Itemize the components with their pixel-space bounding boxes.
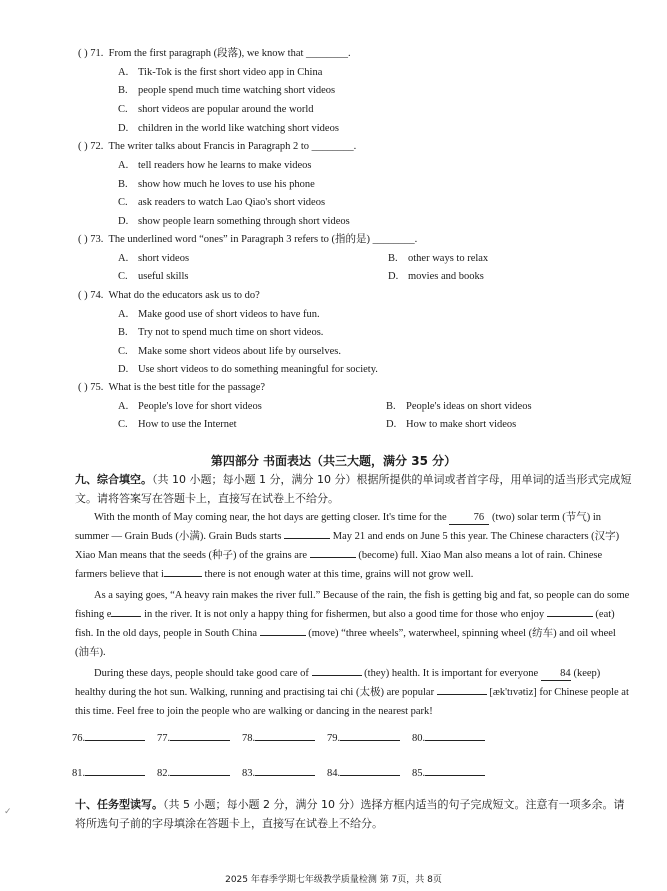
blank-82 bbox=[260, 635, 306, 636]
section-nine-heading bbox=[75, 470, 635, 508]
option-74-b bbox=[118, 326, 323, 340]
option-letter: D. bbox=[118, 123, 129, 134]
passage-text: [æk'tɪvətiz] for Chinese people at this time. Feel free to join the people who are walking or dancing in the nearest park! bbox=[75, 687, 629, 717]
blank-81 bbox=[547, 616, 593, 617]
option-72-d bbox=[118, 215, 350, 229]
option-letter: B. bbox=[386, 401, 396, 412]
answer-line bbox=[425, 730, 485, 741]
question-number: ( ) 75. bbox=[78, 382, 104, 393]
option-75-d bbox=[386, 418, 516, 432]
option-text: How to make short videos bbox=[406, 419, 517, 430]
option-71-b bbox=[118, 84, 335, 98]
question-number: ( ) 74. bbox=[78, 290, 104, 301]
answer-number: 82. bbox=[157, 768, 171, 779]
option-text: other ways to relax bbox=[408, 253, 489, 264]
option-text: Tik-Tok is the first short video app in China bbox=[138, 67, 323, 78]
option-letter: D. bbox=[118, 216, 129, 227]
option-74-a bbox=[118, 308, 320, 322]
answer-number: 81. bbox=[72, 768, 86, 779]
option-letter: C. bbox=[118, 346, 128, 357]
question-71 bbox=[78, 47, 351, 61]
answer-number: 79. bbox=[327, 733, 341, 744]
answer-78 bbox=[242, 730, 327, 744]
option-72-b bbox=[118, 178, 315, 192]
option-71-a bbox=[118, 66, 322, 80]
blank-77 bbox=[284, 538, 330, 539]
option-letter: D. bbox=[386, 419, 397, 430]
answer-84 bbox=[327, 765, 412, 779]
answer-number: 84. bbox=[327, 768, 341, 779]
passage-text: (keep) healthy during the hot sun. Walking, running and practising tai chi (太极) are popular bbox=[75, 668, 601, 698]
option-text: show how much he loves to use his phone bbox=[138, 179, 315, 190]
option-text: people spend much time watching short videos bbox=[138, 85, 336, 96]
answer-number: 76. bbox=[72, 733, 86, 744]
option-73-c bbox=[118, 270, 188, 284]
answer-line bbox=[255, 730, 315, 741]
answer-line bbox=[425, 765, 485, 776]
option-letter: C. bbox=[118, 104, 128, 115]
blank-79 bbox=[164, 576, 202, 577]
question-stem: What is the best title for the passage? bbox=[108, 382, 266, 393]
option-letter: A. bbox=[118, 253, 129, 264]
passage-text: With the month of May coming near, the hot days are getting closer. It's time for the bbox=[94, 512, 450, 523]
option-text: children in the world like watching short videos bbox=[138, 123, 339, 134]
blank-83 bbox=[312, 675, 362, 676]
question-number: ( ) 73. bbox=[78, 234, 104, 245]
answer-line bbox=[170, 765, 230, 776]
answer-number: 85. bbox=[412, 768, 426, 779]
option-letter: C. bbox=[118, 271, 128, 282]
option-text: show people learn something through short videos bbox=[138, 216, 350, 227]
passage-text: As a saying goes, “A heavy rain makes the river full.” Because of the rain, the fish is getting big and fat, so people can do some fishing e bbox=[75, 590, 630, 620]
section-ten-label: 十、任务型读写。 bbox=[75, 798, 163, 811]
answer-line bbox=[85, 730, 145, 741]
blank-76-filled: 76 bbox=[449, 512, 489, 525]
answer-76 bbox=[72, 730, 157, 744]
option-letter: B. bbox=[118, 179, 128, 190]
option-letter: C. bbox=[118, 197, 128, 208]
option-letter: A. bbox=[118, 401, 129, 412]
answer-number: 78. bbox=[242, 733, 256, 744]
option-73-a bbox=[118, 252, 189, 266]
option-73-b bbox=[388, 252, 488, 266]
passage-text: in the river. It is not only a happy thing for fishermen, but also a good time for those who enjoy bbox=[141, 609, 547, 620]
option-71-d bbox=[118, 122, 339, 136]
option-text: Make good use of short videos to have fun. bbox=[138, 309, 320, 320]
passage-paragraph-1 bbox=[75, 508, 630, 584]
option-74-d bbox=[118, 363, 378, 377]
section-ten-heading bbox=[75, 795, 635, 833]
section-nine-label: 九、综合填空。 bbox=[75, 473, 152, 486]
question-75 bbox=[78, 381, 265, 395]
answer-81 bbox=[72, 765, 157, 779]
option-text: How to use the Internet bbox=[138, 419, 237, 430]
option-text: useful skills bbox=[138, 271, 189, 282]
answer-82 bbox=[157, 765, 242, 779]
section-ten-instructions: （共 5 小题；每小题 2 分，满分 10 分）选择方框内适当的句子完成短文。注意有一项多余。请将所选句子前的字母填涂在答题卡上，直接写在试卷上不给分。 bbox=[75, 798, 625, 830]
cloze-passage bbox=[75, 508, 630, 721]
option-letter: B. bbox=[388, 253, 398, 264]
option-letter: D. bbox=[118, 364, 129, 375]
answer-line bbox=[85, 765, 145, 776]
page-footer: 2025 年春季学期七年级教学质量检测 第 7页，共 8页 bbox=[225, 875, 442, 885]
question-number: ( ) 72. bbox=[78, 141, 104, 152]
passage-paragraph-2 bbox=[75, 586, 630, 662]
option-72-a bbox=[118, 159, 311, 173]
passage-text: (become) full. Xiao Man also means a lot of rain. Chinese farmers believe that i bbox=[75, 550, 603, 580]
question-74 bbox=[78, 289, 260, 303]
option-letter: B. bbox=[118, 85, 128, 96]
option-letter: A. bbox=[118, 67, 129, 78]
option-text: short videos bbox=[138, 253, 190, 264]
option-text: Use short videos to do something meaningful for society. bbox=[138, 364, 378, 375]
question-stem: From the first paragraph (段落), we know that ________. bbox=[108, 48, 351, 59]
blank-85 bbox=[437, 694, 487, 695]
option-letter: D. bbox=[388, 271, 399, 282]
passage-text: During these days, people should take good care of bbox=[94, 668, 312, 679]
passage-text: (eat) fish. In the old days, people in South China bbox=[75, 609, 615, 639]
answer-number: 80. bbox=[412, 733, 426, 744]
question-stem: What do the educators ask us to do? bbox=[108, 290, 260, 301]
option-75-b bbox=[386, 400, 532, 414]
answer-line bbox=[255, 765, 315, 776]
blank-80 bbox=[111, 616, 141, 617]
question-73 bbox=[78, 233, 417, 247]
passage-text: (they) health. It is important for everyone bbox=[361, 668, 541, 679]
question-72 bbox=[78, 140, 356, 154]
question-stem: The underlined word “ones” in Paragraph 3 refers to (指的是) ________. bbox=[108, 234, 418, 245]
answer-83 bbox=[242, 765, 327, 779]
margin-mark: ✓ bbox=[4, 806, 12, 816]
option-letter: A. bbox=[118, 309, 129, 320]
option-75-c bbox=[118, 418, 237, 432]
option-text: People's love for short videos bbox=[138, 401, 262, 412]
option-text: short videos are popular around the world bbox=[138, 104, 314, 115]
question-stem: The writer talks about Francis in Paragraph 2 to ________. bbox=[108, 141, 357, 152]
answer-80 bbox=[412, 730, 497, 744]
answer-number: 77. bbox=[157, 733, 171, 744]
passage-paragraph-3 bbox=[75, 664, 630, 721]
option-text: movies and books bbox=[408, 271, 484, 282]
blank-84-filled: 84 bbox=[541, 668, 571, 681]
option-75-a bbox=[118, 400, 262, 414]
option-text: Try not to spend much time on short videos. bbox=[138, 327, 324, 338]
part-four-title: 第四部分 书面表达（共三大题，满分 35 分） bbox=[210, 454, 457, 468]
answer-number: 83. bbox=[242, 768, 256, 779]
option-letter: A. bbox=[118, 160, 129, 171]
answer-row-2 bbox=[72, 765, 497, 779]
section-nine-instructions: （共 10 小题；每小题 1 分，满分 10 分）根据所提供的单词或者首字母，用单词的适当形式完成短文。请将答案写在答题卡上，直接写在试卷上不给分。 bbox=[75, 473, 632, 505]
passage-text: (two) solar term (节气) in summer — Grain Buds (小满). Grain Buds starts bbox=[75, 512, 602, 542]
answer-line bbox=[170, 730, 230, 741]
answer-row-1 bbox=[72, 730, 497, 744]
answer-77 bbox=[157, 730, 242, 744]
question-number: ( ) 71. bbox=[78, 48, 104, 59]
option-73-d bbox=[388, 270, 484, 284]
option-letter: C. bbox=[118, 419, 128, 430]
option-71-c bbox=[118, 103, 314, 117]
blank-78 bbox=[310, 557, 356, 558]
answer-line bbox=[340, 765, 400, 776]
option-text: People's ideas on short videos bbox=[406, 401, 532, 412]
option-text: Make some short videos about life by ourselves. bbox=[138, 346, 341, 357]
answer-85 bbox=[412, 765, 497, 779]
passage-text: May 21 and ends on June 5 this year. The Chinese characters (汉字) Xiao Man means that the seeds (种子) of the grains are bbox=[75, 531, 620, 561]
answer-line bbox=[340, 730, 400, 741]
option-text: tell readers how he learns to make videos bbox=[138, 160, 312, 171]
option-letter: B. bbox=[118, 327, 128, 338]
answer-79 bbox=[327, 730, 412, 744]
passage-text: there is not enough water at this time, grains will not grow well. bbox=[201, 569, 474, 580]
option-72-c bbox=[118, 196, 325, 210]
passage-text: (move) “three wheels”, waterwheel, spinning wheel (纺车) and oil wheel (油车). bbox=[75, 628, 616, 658]
option-text: ask readers to watch Lao Qiao's short videos bbox=[138, 197, 326, 208]
option-74-c bbox=[118, 345, 341, 359]
